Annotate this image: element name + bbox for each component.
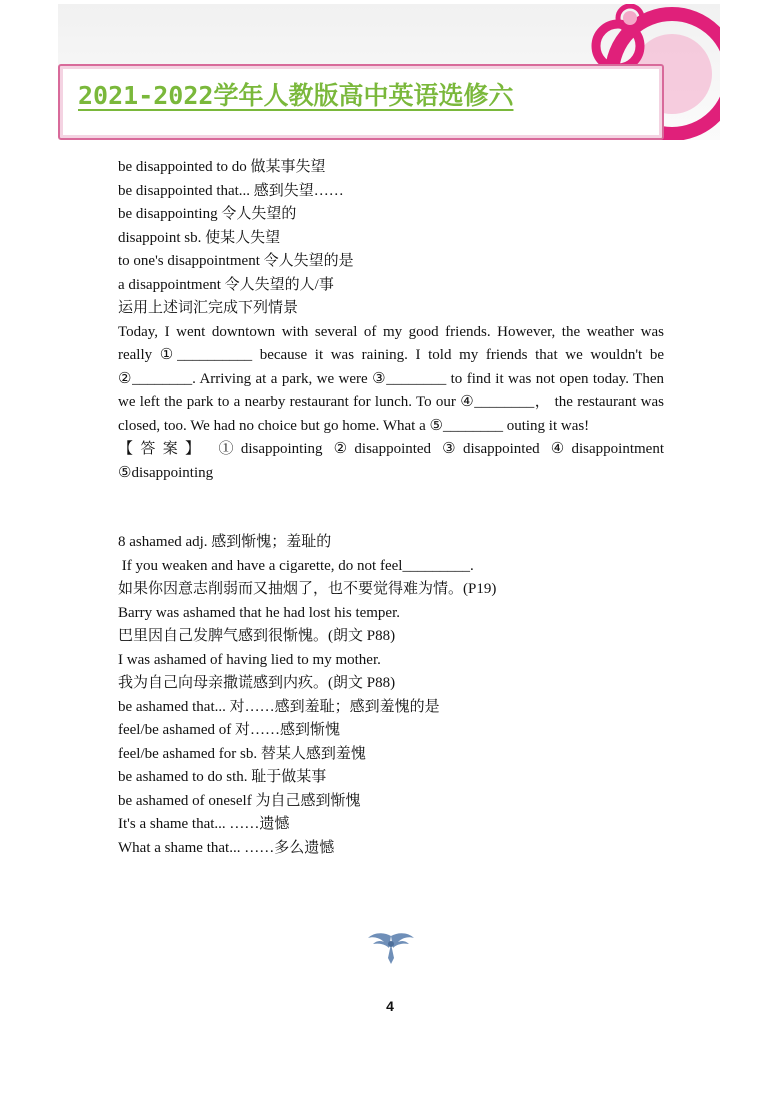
phrase-line: a disappointment 令人失望的人/事: [118, 276, 334, 293]
exercise-passage: Today, I went downtown with several of my good friends. However, the weather was really ①__________ because it was raining. I told my friends that we wouldn't be ②________. Arriving at a park, we were ③________ to find it was not open today. Then we left the park to a nearby restaurant for lunch. To our ④________， the restaurant was closed, too. We had no choice but go home. What a ⑤________ outing it was!: [118, 323, 664, 434]
example-line: 巴里因自己发脾气感到很惭愧。(朗文 P88): [118, 628, 396, 644]
page-title: 2021-2022学年人教版高中英语选修六: [78, 81, 514, 110]
phrase-line: It's a shame that... ……遗憾: [118, 816, 290, 832]
vocab-heading: 8 ashamed adj. 感到惭愧；羞耻的: [118, 534, 332, 550]
phrase-line: feel/be ashamed for sb. 替某人感到羞愧: [118, 745, 366, 762]
page-number: 4: [386, 998, 394, 1014]
phrase-line: be ashamed to do sth. 耻于做某事: [118, 769, 327, 785]
phrase-line: to one's disappointment 令人失望的是: [118, 253, 354, 269]
phrase-line: feel/be ashamed of 对……感到惭愧: [118, 722, 341, 738]
section-spacer: [118, 485, 664, 531]
phrase-line: disappoint sb. 使某人失望: [118, 229, 281, 246]
title-frame: [58, 64, 664, 140]
phrase-line: be ashamed that... 对……感到羞耻；感到羞愧的是: [118, 698, 440, 715]
example-line: Barry was ashamed that he had lost his temper.: [118, 604, 401, 621]
phrase-line: be disappointed to do 做某事失望: [118, 159, 326, 175]
phrase-line: be disappointed that... 感到失望……: [118, 182, 344, 199]
phrase-line: be ashamed of oneself 为自己感到惭愧: [118, 792, 361, 809]
example-line: 我为自己向母亲撒谎感到内疚。(朗文 P88): [118, 675, 396, 691]
example-line: 如果你因意志削弱而又抽烟了，也不要觉得难为情。(P19): [118, 581, 497, 597]
phrase-line: be disappointing 令人失望的: [118, 206, 297, 222]
example-line: If you weaken and have a cigarette, do not feel_________.: [118, 557, 474, 574]
document-body: [118, 156, 664, 860]
floral-ornament-icon: [366, 930, 416, 966]
phrase-line: What a shame that... ……多么遗憾: [118, 839, 335, 856]
answer-key: 【答案】 ①disappointing ②disappointed ③disappointed ④disappointment ⑤disappointing: [118, 441, 664, 481]
example-line: I was ashamed of having lied to my mother.: [118, 651, 381, 668]
exercise-instruction: 运用上述词汇完成下列情景: [118, 300, 299, 316]
